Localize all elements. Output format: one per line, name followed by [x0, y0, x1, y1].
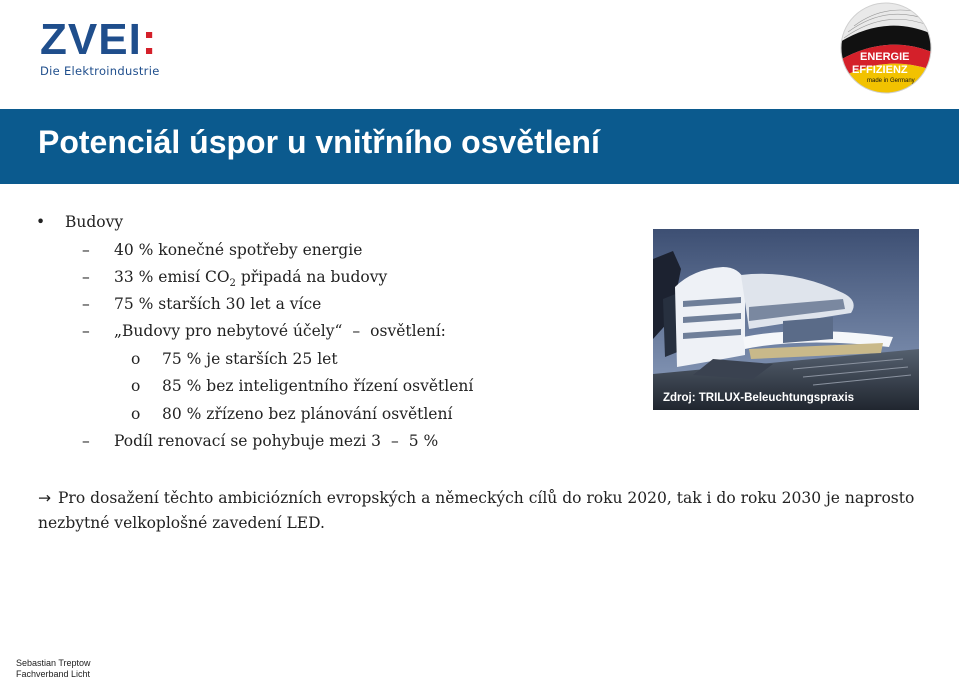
dash-icon: – — [82, 432, 90, 450]
energie-effizienz-badge — [840, 2, 932, 94]
bullet-icon: • — [36, 213, 46, 231]
page-title: Potenciál úspor u vnitřního osvětlení — [38, 124, 600, 160]
circle-bullet-icon: o — [131, 405, 141, 423]
building-photo — [653, 229, 919, 410]
sub-list-item-text: 80 % zřízeno bez plánování osvětlení — [162, 405, 453, 423]
list-item — [82, 241, 362, 259]
zvei-logo — [40, 15, 160, 78]
dash-icon: – — [82, 295, 90, 313]
circle-bullet-icon: o — [131, 350, 141, 368]
list-item-text: 75 % starších 30 let a více — [114, 295, 322, 313]
photo-caption: Zdroj: TRILUX-Beleuchtungspraxis — [663, 392, 855, 404]
list-item — [82, 322, 446, 340]
circle-bullet-icon: o — [131, 377, 141, 395]
list-item — [82, 268, 387, 289]
list-item-subscript: 2 — [229, 278, 236, 290]
bullet-heading — [36, 213, 123, 231]
dash-icon: – — [352, 322, 361, 340]
footer-organization: Fachverband Licht — [16, 669, 91, 679]
list-item — [82, 432, 438, 450]
list-item-text: Podíl renovací se pohybuje mezi 3 — [114, 432, 381, 450]
dash-icon: – — [82, 268, 90, 286]
sub-list-item — [131, 350, 338, 368]
footer — [16, 658, 91, 680]
list-item — [82, 295, 321, 313]
logo-subtitle: Die Elektroindustrie — [40, 64, 160, 78]
dash-icon: – — [82, 322, 90, 340]
sub-list-item-text: 75 % je starších 25 let — [162, 350, 338, 368]
conclusion-body: Pro dosažení těchto ambiciózních evropských a německých cílů do roku 2020, tak i do roku 2030 je naprosto nezbytné velkoplošné zavedení LED. — [38, 489, 915, 532]
sub-list-item — [131, 377, 473, 395]
footer-author: Sebastian Treptow — [16, 658, 91, 668]
badge-line1: ENERGIE — [860, 51, 910, 63]
list-item-text: připadá na budovy — [235, 268, 388, 286]
list-item-text: 5 % — [408, 432, 439, 450]
dash-icon: – — [391, 432, 399, 450]
badge-line2: EFFIZIENZ — [852, 64, 908, 76]
arrow-right-icon: → — [38, 489, 51, 507]
sub-list-item-text: 85 % bez inteligentního řízení osvětlení — [162, 377, 474, 395]
list-item-text: „Budovy pro nebytové účely“ — [114, 322, 343, 340]
conclusion-text — [38, 486, 918, 536]
bullet-heading-text: Budovy — [65, 213, 124, 231]
dash-icon: – — [82, 241, 90, 259]
list-item-text: 33 % emisí CO — [114, 268, 230, 286]
sub-list-item — [131, 405, 452, 423]
logo-name: ZVEI — [40, 15, 142, 64]
badge-line3: made in Germany — [867, 78, 915, 84]
list-item-text: 40 % konečné spotřeby energie — [114, 241, 363, 259]
list-item-text: osvětlení: — [370, 322, 446, 340]
logo-wordmark — [40, 15, 160, 64]
logo-colon: : — [141, 15, 158, 64]
